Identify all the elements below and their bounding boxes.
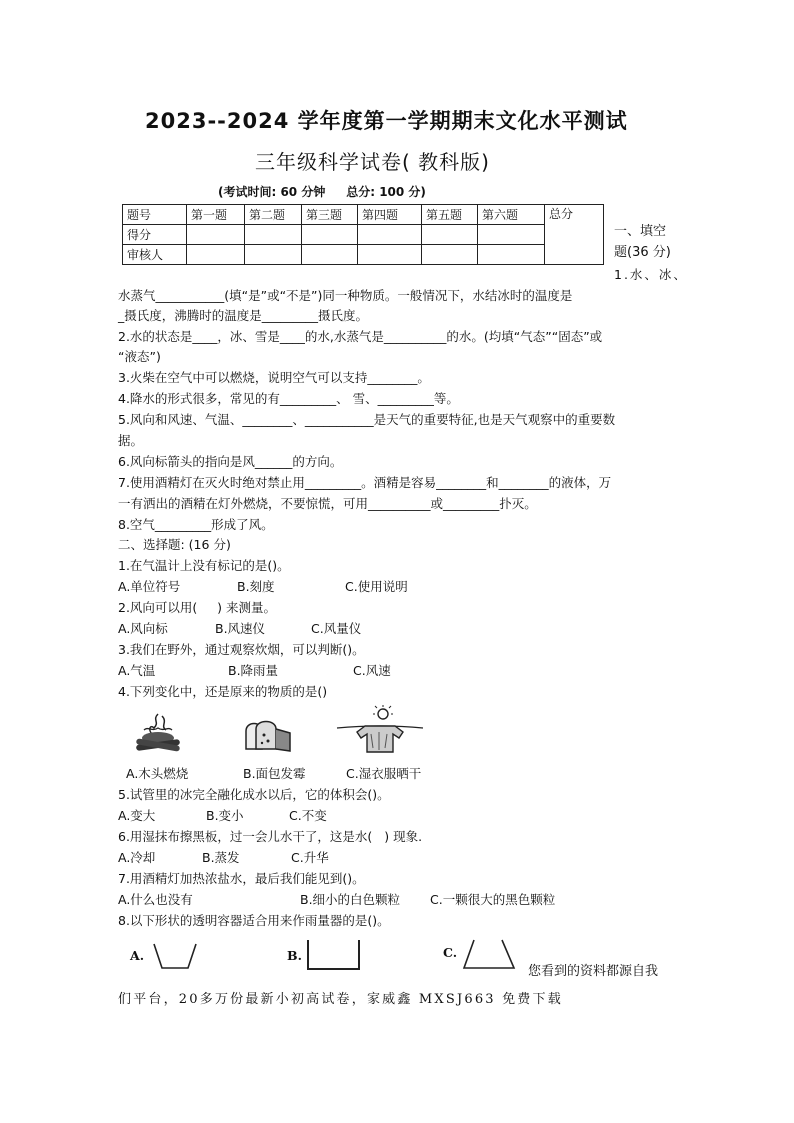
option[interactable]: B.面包发霉 (243, 766, 306, 781)
question-1-5: 5.风向和风速、气温、________、___________是天气的重要特征,也是天气观察中的重要数 (118, 412, 616, 427)
footer-ad-line2: 们平台，20多万份最新小初高试卷，家威鑫 MXSJ663 免费下载 (118, 992, 563, 1007)
section1-heading-score: 题(36 分) (614, 245, 671, 260)
question-1-3: 3.火柴在空气中可以燃烧，说明空气可以支持________。 (118, 370, 430, 385)
score-cell[interactable] (245, 225, 302, 245)
reviewer-cell[interactable] (302, 245, 358, 265)
table-row (123, 245, 604, 265)
flared-container-figure[interactable] (462, 938, 516, 972)
burning-wood-figure (130, 708, 186, 756)
option[interactable]: A.冷却 (118, 850, 156, 865)
score-cell[interactable] (422, 225, 478, 245)
table-header: 题号 (123, 205, 187, 225)
option[interactable]: A.变大 (118, 808, 156, 823)
reviewer-cell[interactable] (187, 245, 245, 265)
footer-ad-line1: 您看到的资料都源自我 (528, 964, 659, 979)
option[interactable]: A. (130, 948, 145, 963)
question-1-7-cont: 一有洒出的酒精在灯外燃烧，不要惊慌，可用__________或_________扑灭。 (118, 496, 537, 511)
score-cell[interactable] (358, 225, 422, 245)
question-2-8: 8.以下形状的透明容器适合用来作雨量器的是()。 (118, 913, 390, 928)
table-header: 第三题 (302, 205, 358, 225)
option[interactable]: B.细小的白色颗粒 (300, 892, 401, 907)
question-1-6: 6.风向标箭头的指向是风______的方向。 (118, 454, 343, 469)
option[interactable]: A.什么也没有 (118, 892, 193, 907)
option[interactable]: A.风向标 (118, 621, 168, 636)
option[interactable]: C.风速 (353, 663, 391, 678)
option[interactable]: B.变小 (206, 808, 244, 823)
moldy-bread-figure (240, 715, 296, 755)
score-cell[interactable] (187, 225, 245, 245)
question-1-5-cont: 据。 (118, 433, 144, 448)
question-1-7: 7.使用酒精灯在灭火时绝对禁止用_________。酒精是容易________和________的液体，万 (118, 475, 612, 490)
table-header: 总分 (545, 205, 604, 265)
question-2-2: 2.风向可以用( ) 来测量。 (118, 600, 277, 615)
table-header: 第六题 (478, 205, 545, 225)
tapered-container-figure[interactable] (152, 940, 198, 972)
option[interactable]: B.蒸发 (202, 850, 240, 865)
option[interactable]: C.风量仪 (311, 621, 362, 636)
table-header: 第四题 (358, 205, 422, 225)
option[interactable]: C.一颗很大的黑色颗粒 (430, 892, 556, 907)
option[interactable]: C.湿衣服晒干 (346, 766, 422, 781)
score-table (122, 204, 604, 265)
reviewer-cell[interactable] (358, 245, 422, 265)
option[interactable]: C. (443, 945, 458, 960)
table-header: 第五题 (422, 205, 478, 225)
option[interactable]: A.木头燃烧 (126, 766, 189, 781)
question-1-1-cont: 水蒸气___________(填“是”或“不是”)同一种物质。一般情况下，水结冰时的温度是 (118, 288, 573, 303)
question-2-7: 7.用酒精灯加热浓盐水，最后我们能见到()。 (118, 871, 365, 886)
section1-heading: 一、填空 (614, 224, 667, 239)
row-label: 得分 (123, 225, 187, 245)
question-2-5: 5.试管里的冰完全融化成水以后，它的体积会()。 (118, 787, 390, 802)
question-1-8: 8.空气_________形成了风。 (118, 517, 274, 532)
score-cell[interactable] (478, 225, 545, 245)
option[interactable]: B.刻度 (237, 579, 275, 594)
drying-clothes-figure (335, 704, 425, 756)
question-1-2: 2.水的状态是____，冰、雪是____的水,水蒸气是__________的水。(均填“气态”“固态”或 (118, 329, 603, 344)
option[interactable]: C.不变 (289, 808, 327, 823)
reviewer-cell[interactable] (422, 245, 478, 265)
reviewer-cell[interactable] (478, 245, 545, 265)
option[interactable]: A.气温 (118, 663, 156, 678)
option[interactable]: B. (287, 948, 302, 963)
question-2-3: 3.我们在野外，通过观察炊烟，可以判断()。 (118, 642, 365, 657)
question-2-1: 1.在气温计上没有标记的是()。 (118, 558, 290, 573)
option[interactable]: B.风速仪 (215, 621, 266, 636)
option[interactable]: C.升华 (291, 850, 329, 865)
table-header: 第一题 (187, 205, 245, 225)
option[interactable]: B.降雨量 (228, 663, 279, 678)
score-cell[interactable] (302, 225, 358, 245)
option[interactable]: C.使用说明 (345, 579, 408, 594)
exam-info: (考试时间: 60 分钟 总分: 100 分) (218, 185, 426, 199)
table-row (123, 225, 604, 245)
page-title: 2023--2024 学年度第一学期期末文化水平测试 (145, 109, 628, 133)
question-1-1: 1.水、冰、 (614, 267, 688, 282)
question-1-1-cont2: _摄氏度，沸腾时的温度是_________摄氏度。 (118, 308, 369, 323)
question-2-4: 4.下列变化中，还是原来的物质的是() (118, 684, 328, 699)
question-1-4: 4.降水的形式很多，常见的有_________、 雪、_________等。 (118, 391, 459, 406)
table-header: 第二题 (245, 205, 302, 225)
page-subtitle: 三年级科学试卷( 教科版) (255, 150, 490, 174)
table-row (123, 205, 604, 225)
question-1-2-cont: “液态”) (118, 349, 161, 364)
option[interactable]: A.单位符号 (118, 579, 181, 594)
question-2-6: 6.用湿抹布擦黑板，过一会儿水干了，这是水( ) 现象. (118, 829, 423, 844)
reviewer-cell[interactable] (245, 245, 302, 265)
straight-container-figure[interactable] (306, 938, 362, 972)
row-label: 审核人 (123, 245, 187, 265)
section2-heading: 二、选择题: (16 分) (118, 537, 231, 552)
